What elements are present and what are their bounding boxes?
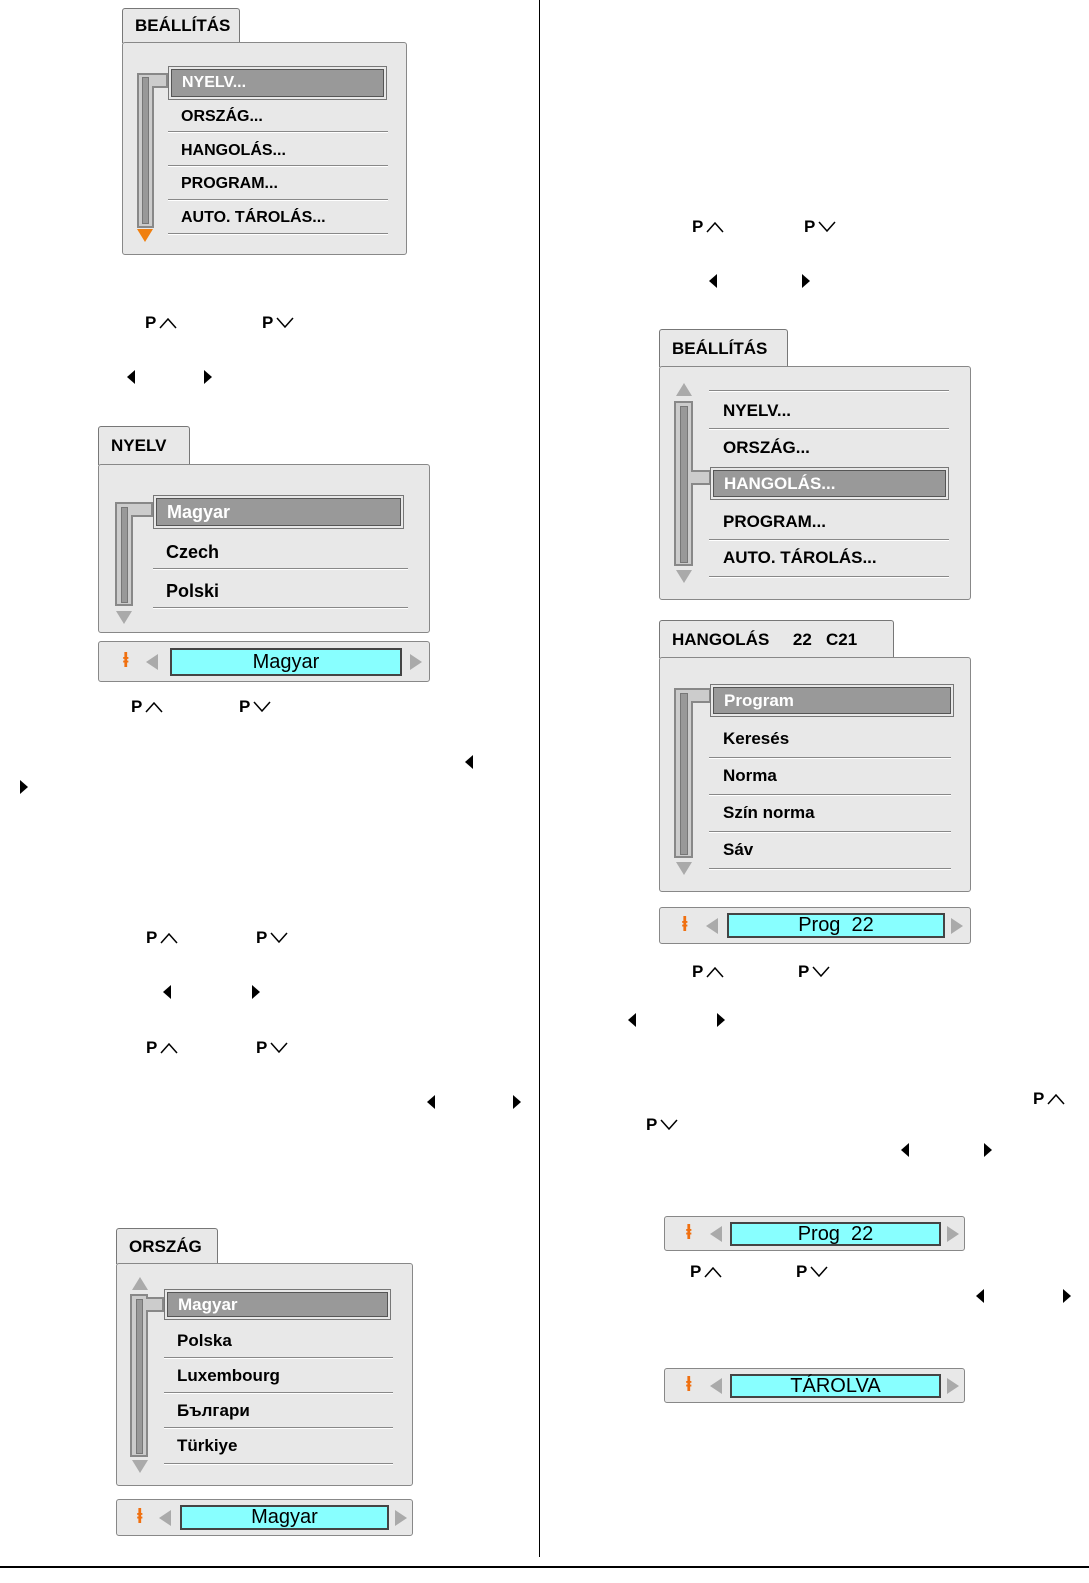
- country-option-luxembourg[interactable]: Luxembourg: [177, 1366, 280, 1385]
- tuning-item-band[interactable]: Sáv: [723, 840, 754, 859]
- language-value: Magyar: [170, 648, 402, 676]
- country-menu-panel: [116, 1263, 413, 1486]
- country-option-bulgaria[interactable]: Бългapи: [177, 1401, 250, 1420]
- wrench-icon: ⱡ: [137, 1506, 143, 1528]
- menu-item-hangolas[interactable]: HANGOLÁS...: [181, 142, 286, 159]
- scroll-down-arrow-icon[interactable]: [676, 862, 692, 875]
- p-up-key: P: [145, 313, 177, 333]
- setup-menu-tab: BEÁLLÍTÁS: [659, 329, 788, 367]
- tuning-item-standard[interactable]: Norma: [723, 766, 777, 785]
- menu-item-orszag[interactable]: ORSZÁG...: [723, 438, 810, 457]
- column-divider: [539, 0, 540, 1557]
- country-status-bar: [116, 1499, 413, 1536]
- status-right-arrow-icon[interactable]: [951, 918, 963, 934]
- p-down-key: P: [256, 1038, 288, 1058]
- menu-item-nyelv[interactable]: NYELV...: [171, 69, 384, 97]
- status-left-arrow-icon[interactable]: [710, 1226, 722, 1242]
- menu-item-program[interactable]: PROGRAM...: [181, 175, 278, 192]
- left-key-icon: [709, 274, 717, 288]
- scroll-rail: [115, 502, 133, 606]
- language-option-czech[interactable]: Czech: [166, 541, 220, 562]
- menu-item-orszag[interactable]: ORSZÁG...: [181, 108, 263, 125]
- menu-item-auto-store[interactable]: AUTO. TÁROLÁS...: [181, 209, 326, 226]
- left-key-icon: [901, 1143, 909, 1157]
- right-key-icon: [717, 1013, 725, 1027]
- setup-menu-panel: [659, 366, 971, 600]
- p-down-key: P: [239, 697, 271, 717]
- scroll-up-arrow-icon[interactable]: [676, 383, 692, 396]
- status-right-arrow-icon[interactable]: [947, 1226, 959, 1242]
- left-key-icon: [465, 755, 473, 769]
- scroll-down-arrow-icon[interactable]: [137, 229, 153, 242]
- stored-status-bar: [664, 1368, 965, 1403]
- right-key-icon: [1063, 1289, 1071, 1303]
- language-menu-panel: [98, 464, 430, 633]
- p-down-key: P: [804, 217, 836, 237]
- status-left-arrow-icon[interactable]: [706, 918, 718, 934]
- program-value: Prog 22: [727, 913, 945, 938]
- left-key-icon: [127, 370, 135, 384]
- right-key-icon: [252, 985, 260, 999]
- left-key-icon: [427, 1095, 435, 1109]
- country-option-polska[interactable]: Polska: [177, 1331, 232, 1350]
- language-option-magyar[interactable]: Magyar: [156, 498, 401, 526]
- language-status-bar: [98, 641, 430, 682]
- menu-item-auto-store[interactable]: AUTO. TÁROLÁS...: [723, 548, 877, 567]
- prog-status-bar: [664, 1216, 965, 1251]
- menu-item-program[interactable]: PROGRAM...: [723, 512, 826, 531]
- left-key-icon: [628, 1013, 636, 1027]
- wrench-icon: ⱡ: [682, 914, 688, 936]
- scroll-rail: [130, 1294, 148, 1457]
- tuning-item-program[interactable]: Program: [713, 687, 951, 714]
- right-key-icon: [513, 1095, 521, 1109]
- right-key-icon: [204, 370, 212, 384]
- wrench-icon: ⱡ: [123, 650, 129, 672]
- menu-item-hangolas[interactable]: HANGOLÁS...: [713, 470, 946, 497]
- p-down-key: P: [798, 962, 830, 982]
- wrench-icon: ⱡ: [686, 1374, 692, 1396]
- setup-menu-panel: [122, 42, 407, 255]
- p-down-key: P: [256, 928, 288, 948]
- scroll-down-arrow-icon[interactable]: [676, 570, 692, 583]
- scroll-down-arrow-icon[interactable]: [116, 611, 132, 624]
- tuning-item-search[interactable]: Keresés: [723, 729, 790, 748]
- p-down-key: P: [262, 313, 294, 333]
- p-down-key: P: [796, 1262, 828, 1282]
- tuning-menu-panel: [659, 657, 971, 892]
- bottom-rule: [0, 1566, 1089, 1568]
- status-left-arrow-icon[interactable]: [710, 1378, 722, 1394]
- status-left-arrow-icon[interactable]: [146, 654, 158, 670]
- wrench-icon: ⱡ: [686, 1222, 692, 1244]
- p-up-key: P: [692, 217, 724, 237]
- status-right-arrow-icon[interactable]: [410, 654, 422, 670]
- scroll-up-arrow-icon[interactable]: [132, 1277, 148, 1290]
- tuning-item-color-standard[interactable]: Szín norma: [723, 803, 815, 822]
- setup-menu-tab: BEÁLLÍTÁS: [122, 8, 240, 43]
- stored-value: TÁROLVA: [730, 1374, 941, 1398]
- p-up-key: P: [1033, 1089, 1065, 1109]
- status-right-arrow-icon[interactable]: [395, 1510, 407, 1526]
- tuning-menu-tab: HANGOLÁS 22 C21: [659, 620, 894, 658]
- p-down-key: P: [646, 1115, 678, 1135]
- country-option-magyar[interactable]: Magyar: [167, 1292, 388, 1317]
- right-key-icon: [984, 1143, 992, 1157]
- left-key-icon: [163, 985, 171, 999]
- status-right-arrow-icon[interactable]: [947, 1378, 959, 1394]
- country-value: Magyar: [180, 1505, 389, 1530]
- right-key-icon: [802, 274, 810, 288]
- country-option-turkiye[interactable]: Türkiye: [177, 1436, 238, 1455]
- status-left-arrow-icon[interactable]: [159, 1510, 171, 1526]
- scroll-down-arrow-icon[interactable]: [132, 1460, 148, 1473]
- menu-item-nyelv[interactable]: NYELV...: [723, 401, 792, 420]
- scroll-rail: [137, 73, 154, 228]
- p-up-key: P: [692, 962, 724, 982]
- p-up-key: P: [146, 1038, 178, 1058]
- language-option-polski[interactable]: Polski: [166, 580, 220, 601]
- right-key-icon: [20, 780, 28, 794]
- p-up-key: P: [146, 928, 178, 948]
- p-up-key: P: [690, 1262, 722, 1282]
- left-key-icon: [976, 1289, 984, 1303]
- program-value: Prog 22: [730, 1222, 941, 1246]
- tuning-status-bar: [659, 907, 971, 944]
- p-up-key: P: [131, 697, 163, 717]
- scroll-rail: [674, 688, 693, 858]
- language-menu-tab: NYELV: [98, 426, 190, 465]
- country-menu-tab: ORSZÁG: [116, 1228, 218, 1264]
